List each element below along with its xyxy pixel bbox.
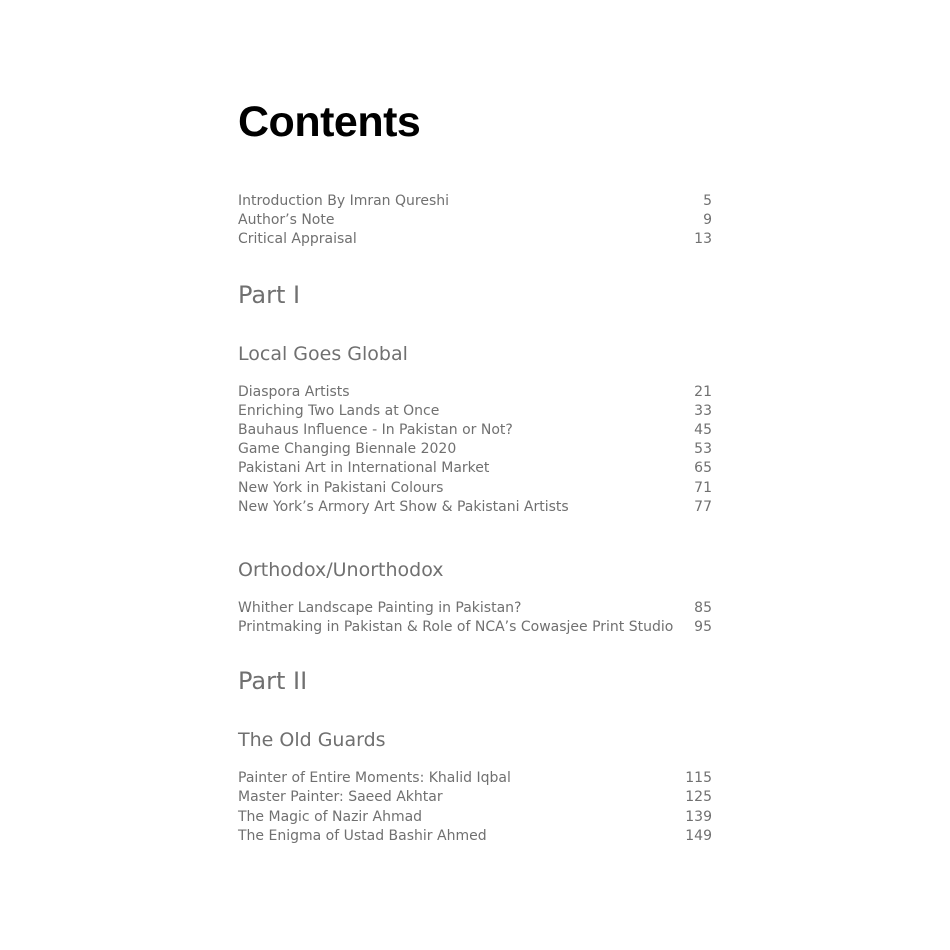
toc-entry-page: 21	[694, 383, 712, 400]
toc-entry-title: New York’s Armory Art Show & Pakistani Artists	[238, 498, 569, 515]
toc-entry-page: 95	[694, 619, 712, 636]
toc-entry	[238, 421, 712, 440]
toc-entry-page: 5	[703, 193, 712, 209]
toc-entry	[238, 402, 712, 421]
toc-entry	[238, 459, 712, 478]
part-heading: Part II	[238, 667, 308, 696]
toc-entry	[238, 383, 712, 402]
toc-entry-page: 71	[694, 479, 712, 496]
toc-entry-page: 9	[703, 212, 712, 229]
toc-entry-title: New York in Pakistani Colours	[238, 479, 444, 496]
section-entry-list	[238, 769, 712, 846]
toc-entry-title: Game Changing Biennale 2020	[238, 441, 457, 458]
front-matter-list	[238, 192, 712, 250]
toc-entry-page: 33	[694, 402, 712, 419]
toc-entry-title: Painter of Entire Moments: Khalid Iqbal	[238, 770, 511, 787]
toc-entry-title: Bauhaus Influence - In Pakistan or Not?	[238, 421, 513, 438]
toc-entry-page: 77	[694, 498, 712, 515]
toc-entry	[238, 192, 712, 211]
toc-entry-title: The Enigma of Ustad Bashir Ahmed	[238, 827, 487, 844]
toc-entry-title: Introduction By Imran Qureshi	[238, 193, 450, 209]
toc-entry	[238, 769, 712, 788]
toc-entry-title: Critical Appraisal	[238, 231, 357, 248]
toc-entry-page: 149	[685, 827, 712, 844]
table-of-contents	[238, 98, 712, 846]
toc-entry-title: Printmaking in Pakistan & Role of NCA’s Cowasjee Print Studio	[238, 619, 674, 636]
toc-entry	[238, 498, 712, 517]
toc-entry	[238, 618, 712, 637]
toc-entry-title: Author’s Note	[238, 212, 335, 229]
toc-entry	[238, 479, 712, 498]
toc-entry-title: Pakistani Art in International Market	[238, 460, 490, 477]
toc-entry-page: 53	[694, 441, 712, 458]
toc-entry-title: Diaspora Artists	[238, 383, 350, 400]
toc-entry-page: 85	[694, 599, 712, 616]
toc-entry-page: 65	[694, 460, 712, 477]
toc-entry	[238, 599, 712, 618]
toc-entry	[238, 827, 712, 846]
toc-entry-page: 139	[685, 808, 712, 825]
toc-entry	[238, 230, 712, 249]
section-heading: The Old Guards	[238, 729, 386, 752]
toc-entry-page: 13	[694, 231, 712, 248]
section-heading: Local Goes Global	[238, 342, 408, 365]
part-heading: Part I	[238, 280, 301, 309]
toc-entry-title: Enriching Two Lands at Once	[238, 402, 440, 419]
toc-entry-title: Master Painter: Saeed Akhtar	[238, 789, 443, 806]
toc-entry-title: Whither Landscape Painting in Pakistan?	[238, 599, 522, 616]
section-heading: Orthodox/Unorthodox	[238, 558, 444, 581]
toc-entry-page: 115	[685, 770, 712, 787]
toc-entry	[238, 788, 712, 807]
toc-entry	[238, 211, 712, 230]
toc-entry	[238, 808, 712, 827]
toc-entry-page: 45	[694, 421, 712, 438]
section-entry-list	[238, 599, 712, 637]
section-entry-list	[238, 383, 712, 517]
toc-entry-page: 125	[685, 789, 712, 806]
page-title: Contents	[238, 98, 421, 146]
toc-entry	[238, 440, 712, 459]
toc-entry-title: The Magic of Nazir Ahmad	[238, 808, 423, 825]
